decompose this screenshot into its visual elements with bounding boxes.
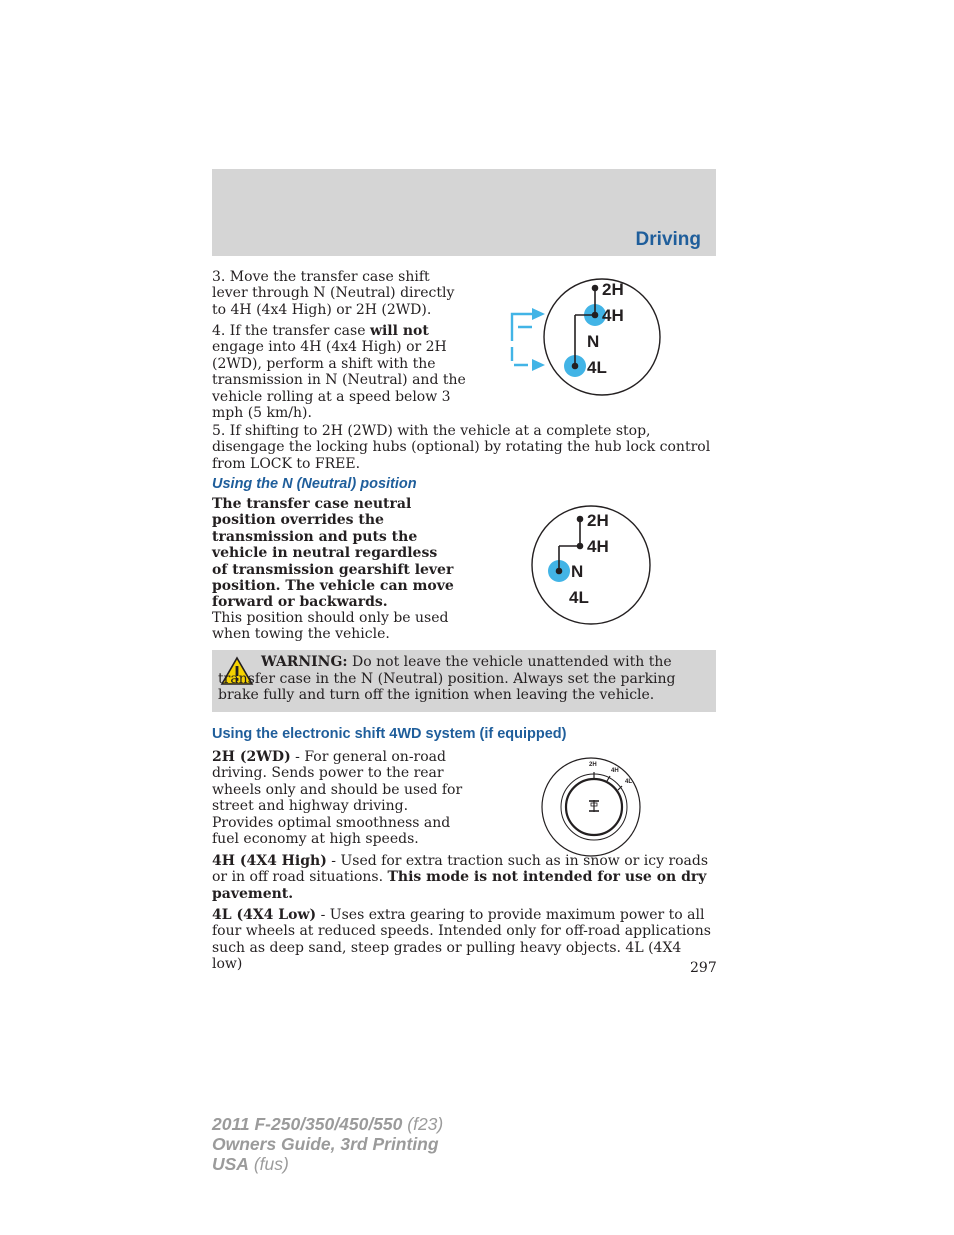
step-4-pre: 4. If the transfer case (212, 323, 370, 339)
footer-market-code: (fus) (248, 1154, 289, 1174)
warning-text (212, 654, 714, 704)
4l-paragraph (212, 907, 716, 973)
4h-text: - Used for extra traction such as in snow or icy roads or in off road situations. (212, 853, 709, 886)
footer-line-2: Owners Guide, 3rd Printing (212, 1134, 439, 1154)
2h-text: - For general on-road driving. Sends power to the rear wheels only and should be used for street and highway driving. Provides optimal smoothness and fuel economy at high speeds. (212, 749, 463, 848)
section-title: Driving (635, 229, 701, 250)
4h-paragraph (212, 853, 716, 902)
label-4l: 4L (569, 588, 589, 607)
knob-label-2h: 2H (589, 762, 597, 768)
2h-paragraph (212, 749, 467, 847)
label-2h: 2H (587, 511, 609, 530)
step-4-text (212, 323, 467, 421)
step-3-text: 3. Move the transfer case shift lever through N (Neutral) directly to 4H (4x4 High) or 2H (2WD). (212, 269, 455, 318)
knob-label-4l: 4L (625, 779, 633, 785)
neutral-bold-text: The transfer case neutral position overrides the transmission and puts the vehicle in neutral regardless of transmission gearshift lever position. The vehicle can move forward or backwards. (212, 496, 454, 611)
label-4h: 4H (587, 537, 609, 556)
shift-arrow-icon (512, 308, 545, 371)
4h-label: 4H (4X4 High) (212, 853, 327, 869)
2h-label: 2H (2WD) (212, 749, 291, 765)
4l-text: - Uses extra gearing to provide maximum power to all four wheels at reduced speeds. Intended only for off-road applications such as deep sand, steep grades or pulling heavy objects. 4L (4X4 low) (212, 907, 711, 973)
label-4l: 4L (587, 358, 607, 377)
label-2h: 2H (602, 280, 624, 299)
step-4-bold: will not (369, 323, 429, 339)
knob-label-4h: 4H (611, 768, 619, 774)
warning-label: WARNING: (261, 654, 348, 670)
4l-label: 4L (4X4 Low) (212, 907, 317, 923)
warning-box (212, 650, 716, 712)
footer-imprint (212, 1114, 443, 1174)
footer-line-3 (212, 1154, 443, 1174)
page-number: 297 (690, 960, 717, 976)
warning-body: Do not leave the vehicle unattended with the transfer case in the N (Neutral) position. Always set the parking brake fully and turn off the ignition when leaving the vehicle. (218, 654, 676, 704)
label-n: N (587, 332, 600, 351)
label-n: N (571, 562, 584, 581)
footer-line-1 (212, 1114, 443, 1134)
step-5-text: 5. If shifting to 2H (2WD) with the vehicle at a complete stop, disengage the locking hubs (optional) by rotating the hub lock control from LOCK to FREE. (212, 423, 711, 472)
footer-market: USA (212, 1154, 249, 1174)
step-4-post: engage into 4H (4x4 High) or 2H (2WD), perform a shift with the transmission in N (Neutral) and the vehicle rolling at a speed below 3 mph (5 km/h). (212, 339, 466, 422)
shift-pattern-diagram-arrows (505, 278, 670, 398)
electronic-shift-heading: Using the electronic shift 4WD system (if equipped) (212, 726, 567, 742)
section-header-band (212, 169, 716, 256)
footer-code: (f23) (402, 1114, 444, 1134)
neutral-heading: Using the N (Neutral) position (212, 476, 417, 492)
4h-bold-tail: This mode is not intended for use on dry pavement. (212, 869, 707, 902)
shift-pattern-diagram-neutral (528, 505, 654, 627)
neutral-text: This position should only be used when towing the vehicle. (212, 610, 449, 643)
axle-icon (589, 800, 599, 812)
4wd-rotary-knob-diagram (540, 756, 642, 860)
label-4h: 4H (602, 306, 624, 325)
footer-model: 2011 F-250/350/450/550 (212, 1114, 403, 1134)
